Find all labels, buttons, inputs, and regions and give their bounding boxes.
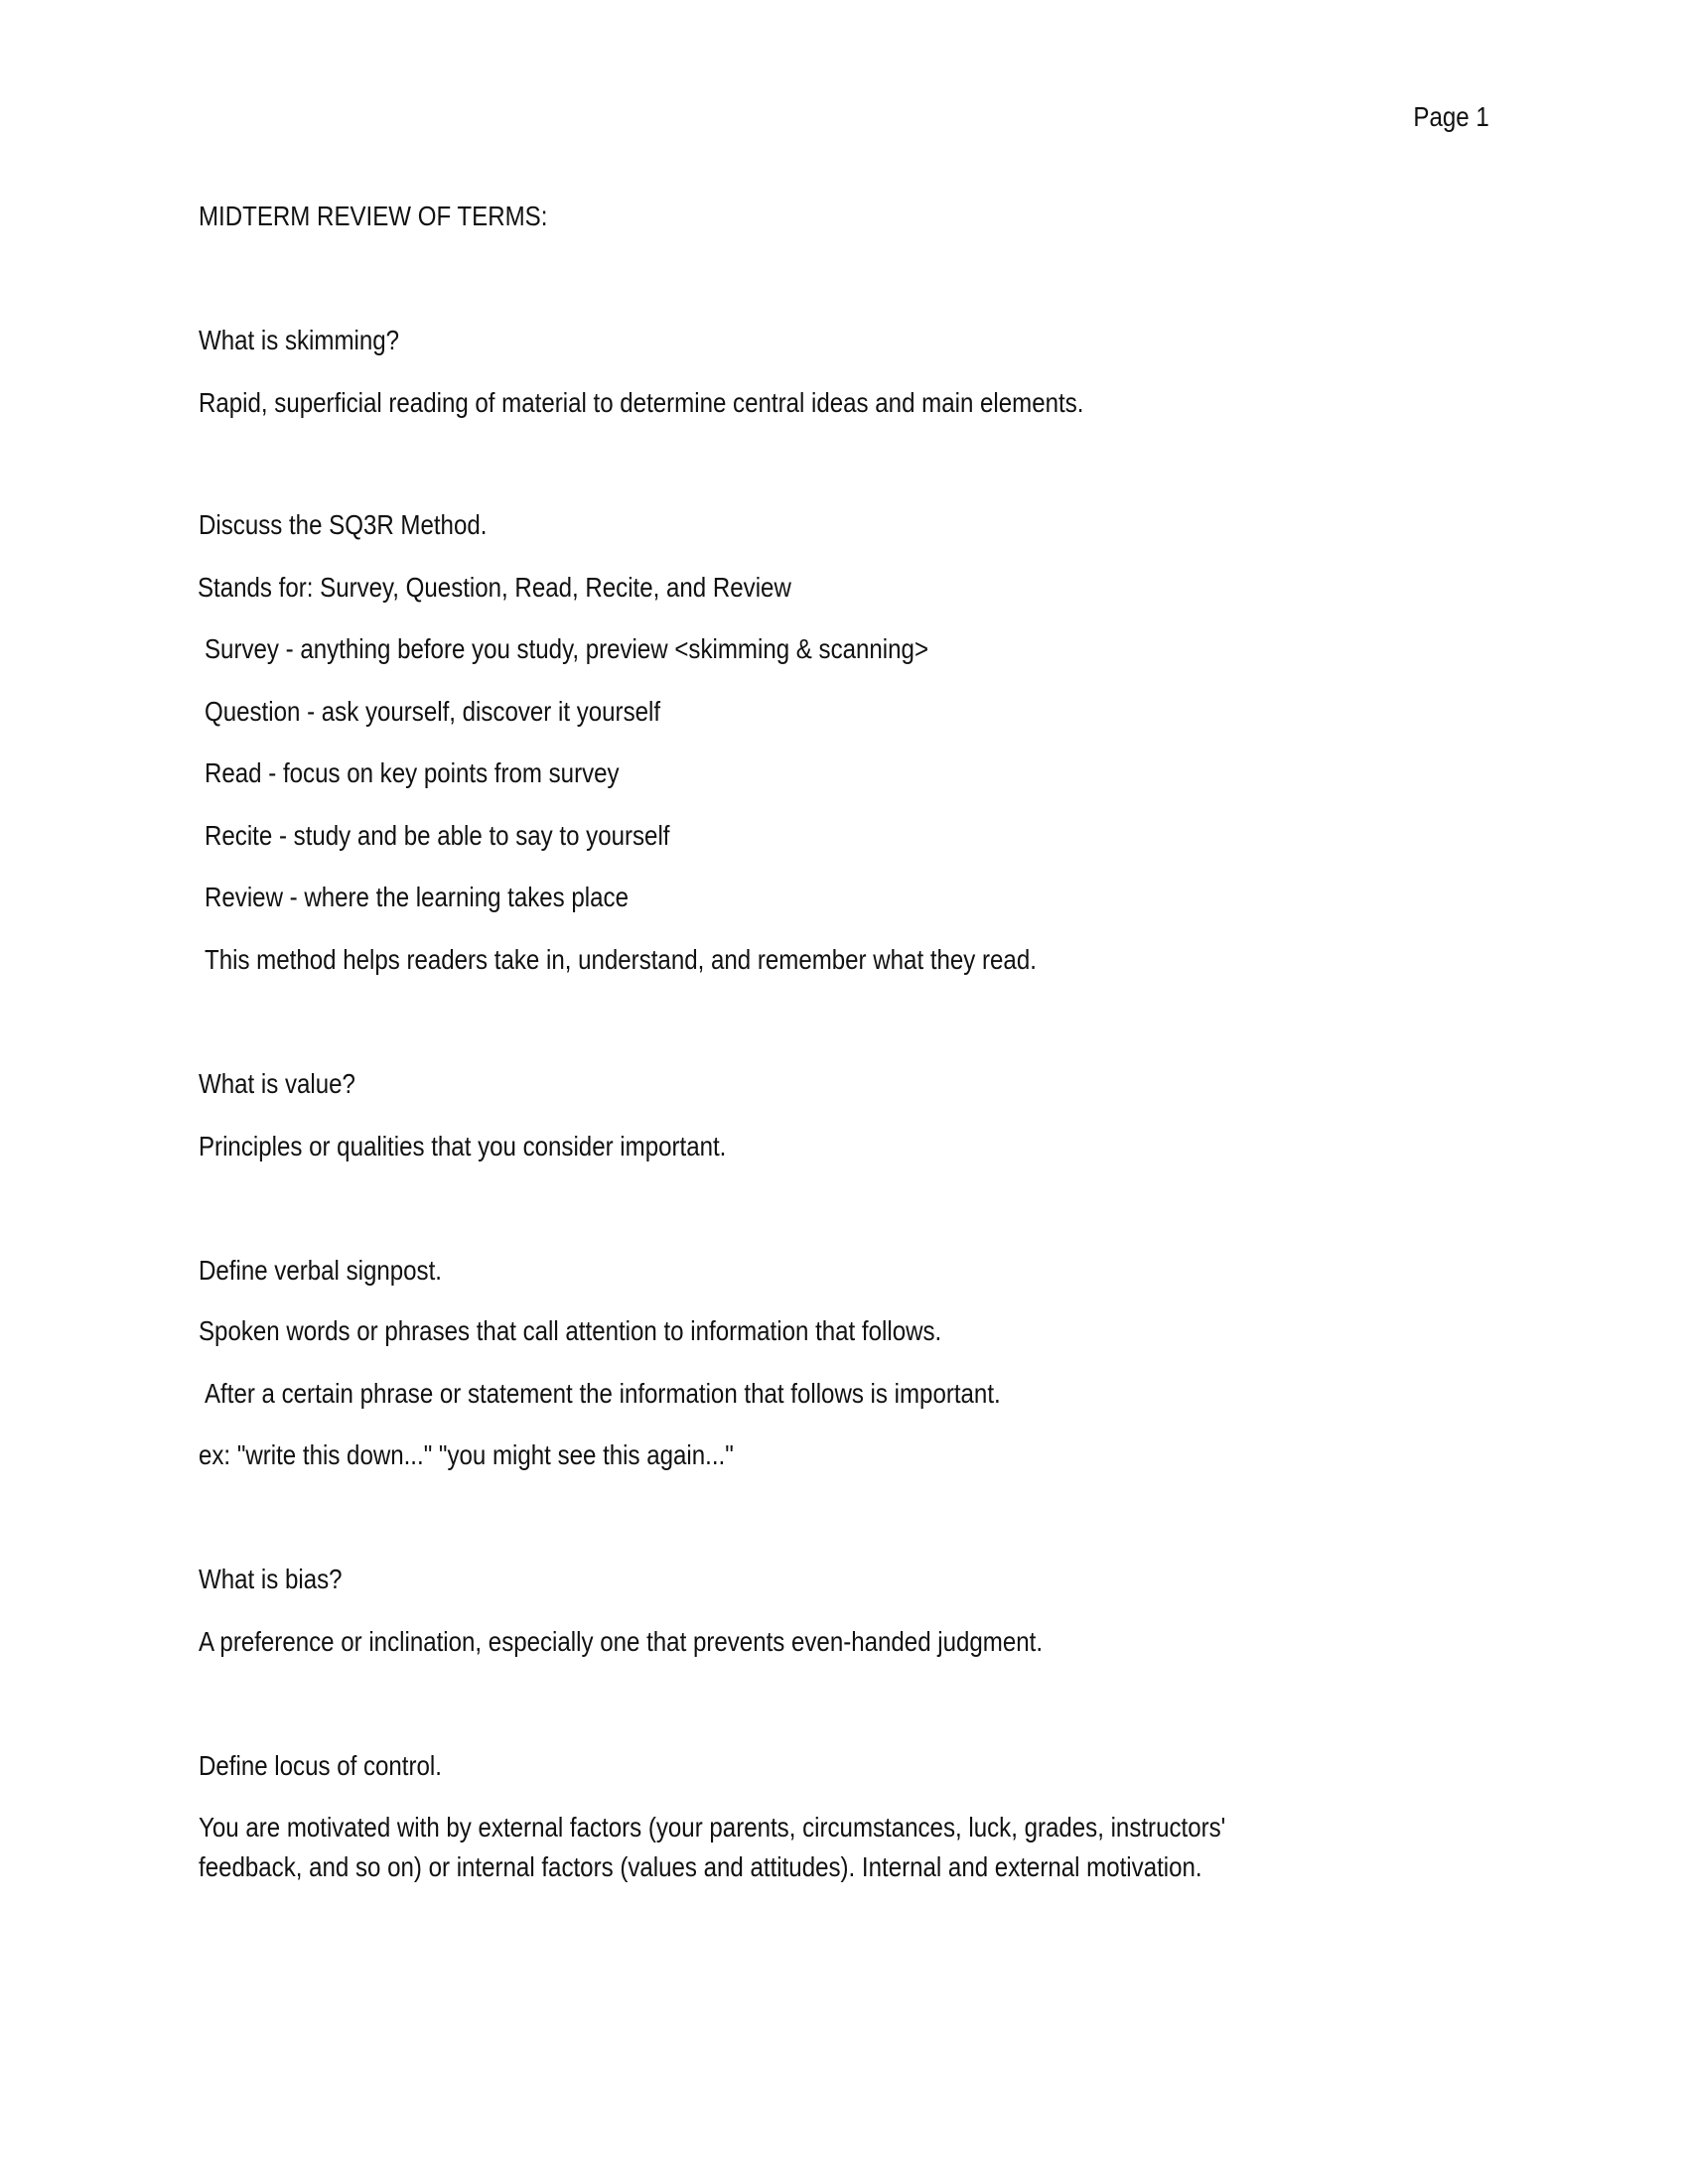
answer-sq3r-review: Review - where the learning takes place [205, 882, 629, 912]
question-locus-of-control: Define locus of control. [199, 1750, 442, 1781]
answer-sq3r-stands-for: Stands for: Survey, Question, Read, Recite, and Review [198, 572, 791, 603]
answer-verbal-signpost-example: ex: "write this down..." "you might see this again..." [199, 1439, 734, 1470]
answer-bias: A preference or inclination, especially one that prevents even-handed judgment. [199, 1626, 1044, 1657]
answer-value: Principles or qualities that you consider important. [199, 1131, 727, 1161]
answer-verbal-signpost-explanation: After a certain phrase or statement the information that follows is important. [205, 1378, 1001, 1409]
answer-sq3r-read: Read - focus on key points from survey [205, 757, 620, 788]
page-number: Page 1 [1413, 101, 1489, 132]
answer-verbal-signpost-definition: Spoken words or phrases that call attention to information that follows. [199, 1315, 942, 1346]
answer-sq3r-question: Question - ask yourself, discover it yourself [205, 696, 661, 727]
question-skimming: What is skimming? [199, 325, 400, 355]
answer-sq3r-recite: Recite - study and be able to say to yourself [205, 820, 670, 851]
answer-sq3r-survey: Survey - anything before you study, preview <skimming & scanning> [205, 633, 929, 664]
question-sq3r: Discuss the SQ3R Method. [199, 509, 488, 540]
document-title: MIDTERM REVIEW OF TERMS: [199, 201, 548, 231]
question-value: What is value? [199, 1068, 355, 1099]
answer-locus-of-control-line2: feedback, and so on) or internal factors (values and attitudes). Internal and external motivation. [199, 1851, 1202, 1882]
answer-locus-of-control-line1: You are motivated with by external factors (your parents, circumstances, luck, grades, instructors' [199, 1812, 1226, 1843]
question-verbal-signpost: Define verbal signpost. [199, 1255, 442, 1286]
answer-skimming: Rapid, superficial reading of material to determine central ideas and main elements. [199, 387, 1084, 418]
question-bias: What is bias? [199, 1564, 343, 1594]
answer-sq3r-summary: This method helps readers take in, understand, and remember what they read. [205, 944, 1037, 975]
